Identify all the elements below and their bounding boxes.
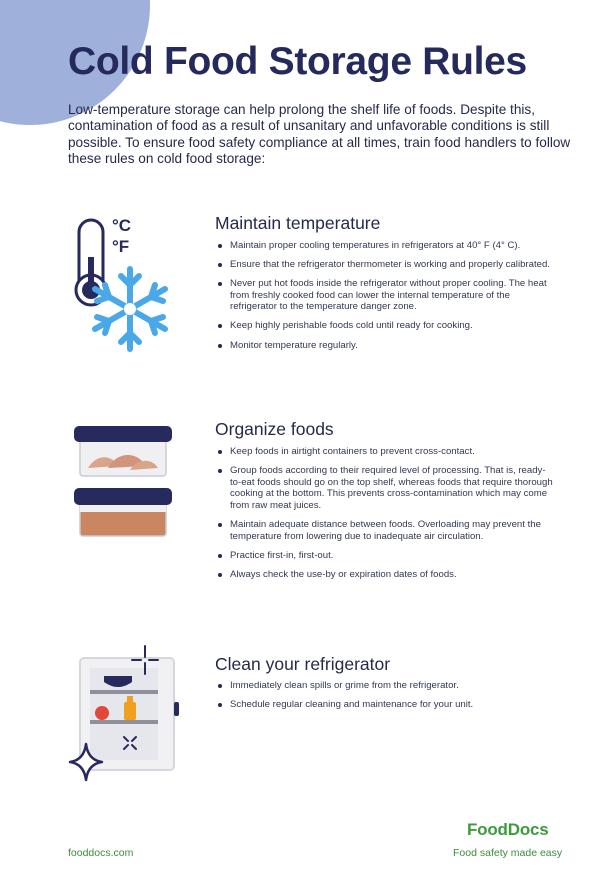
fooddocs-logo: FoodDocs xyxy=(467,820,549,839)
list-item: Ensure that the refrigerator thermometer is working and properly calibrated. xyxy=(215,259,555,271)
list-item: Never put hot foods inside the refrigerator without proper cooling. The heat from freshly cooked food can lower the internal temperature of the refrigerator to the temperature danger zone. xyxy=(215,278,555,313)
food-containers-icon xyxy=(68,422,178,542)
list-item: Keep highly perishable foods cold until ready for cooking. xyxy=(215,320,555,332)
list-item: Keep foods in airtight containers to prevent cross-contact. xyxy=(215,446,555,458)
intro-paragraph: Low-temperature storage can help prolong the shelf life of foods. Despite this, contamination of food as a result of unsanitary and unfavorable conditions is still possible. To ensure food safety compliance at all times, train food handlers to follow these rules on cold food storage: xyxy=(68,102,571,167)
list-item: Practice first-in, first-out. xyxy=(215,550,555,562)
list-item: Maintain adequate distance between foods. Overloading may prevent the temperature from lowering due to inadequate air circulation. xyxy=(215,519,555,542)
footer-tagline: Food safety made easy xyxy=(453,847,563,859)
list-item: Group foods according to their required level of processing. That is, ready-to-eat foods should go on the top shelf, whereas foods that require thorough cooking at the bottom. This prevents cross-contamination which may come from raw meat juices. xyxy=(215,465,555,511)
footer-url: fooddocs.com xyxy=(68,847,134,859)
list-item: Monitor temperature regularly. xyxy=(215,340,555,352)
celsius-label: °C xyxy=(112,216,132,235)
list-item: Always check the use-by or expiration dates of foods. xyxy=(215,569,555,581)
bullet-list-maintain-temperature xyxy=(215,240,555,359)
fahrenheit-label: °F xyxy=(112,237,130,256)
list-item: Immediately clean spills or grime from the refrigerator. xyxy=(215,680,555,692)
section-title-maintain-temperature: Maintain temperature xyxy=(215,213,381,233)
bullet-list-organize-foods xyxy=(215,446,555,588)
section-title-clean-refrigerator: Clean your refrigerator xyxy=(215,654,391,674)
section-title-organize-foods: Organize foods xyxy=(215,419,334,439)
list-item: Schedule regular cleaning and maintenance for your unit. xyxy=(215,699,555,711)
clean-refrigerator-icon xyxy=(66,644,184,786)
list-item: Maintain proper cooling temperatures in refrigerators at 40° F (4° C). xyxy=(215,240,555,252)
bullet-list-clean-refrigerator xyxy=(215,680,555,718)
page-title: Cold Food Storage Rules xyxy=(68,40,527,83)
